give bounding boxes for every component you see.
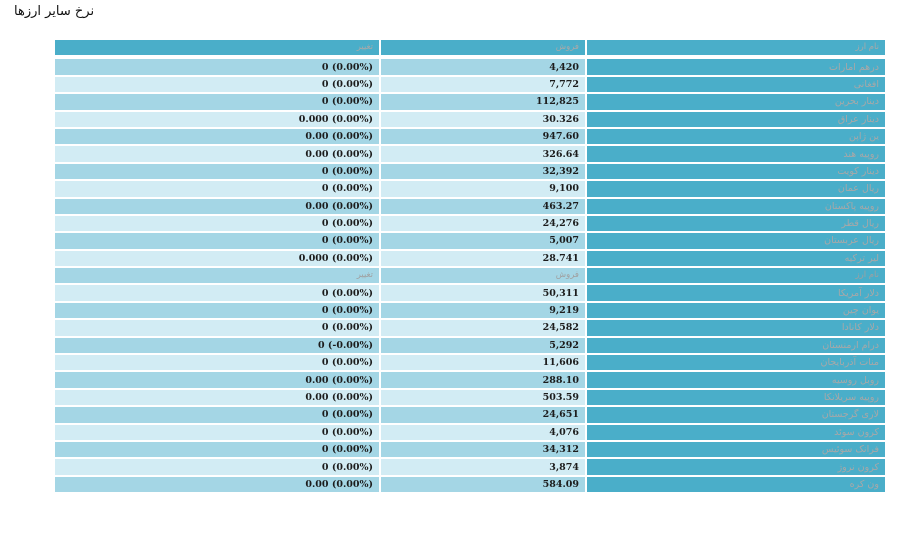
cell-sell: 32,392 [381, 164, 587, 181]
table-row [55, 216, 885, 233]
cell-currency-name: روبل روسیه [587, 372, 885, 389]
cell-currency-name: دلار کانادا [587, 320, 885, 337]
cell-sell: 34,312 [381, 442, 587, 459]
cell-sell: 9,100 [381, 181, 587, 198]
cell-sell: 11,606 [381, 355, 587, 372]
table-row [55, 442, 885, 459]
cell-change: 0 (-0.00%) [55, 338, 381, 355]
cell-change: 0.00 (0.00%) [55, 129, 381, 146]
cell-change: 0 (0.00%) [55, 77, 381, 94]
cell-change: 0.00 (0.00%) [55, 146, 381, 163]
table-header-row [55, 40, 885, 59]
cell-sell: 947.60 [381, 129, 587, 146]
cell-change: 0.00 (0.00%) [55, 477, 381, 494]
cell-sell: 4,076 [381, 425, 587, 442]
cell-sell: 326.64 [381, 146, 587, 163]
cell-sell: 5,292 [381, 338, 587, 355]
column-header-name: نام ارز [587, 40, 885, 59]
cell-change: 0.000 (0.00%) [55, 112, 381, 129]
cell-sell: 503.59 [381, 390, 587, 407]
cell-change: 0.00 (0.00%) [55, 390, 381, 407]
table-row [55, 112, 885, 129]
column-header-sell: فروش [381, 40, 587, 59]
table-row [55, 372, 885, 389]
cell-change: 0 (0.00%) [55, 425, 381, 442]
cell-sell: 584.09 [381, 477, 587, 494]
table-row [55, 477, 885, 494]
cell-change: 0 (0.00%) [55, 216, 381, 233]
cell-change: 0 (0.00%) [55, 407, 381, 424]
cell-change: 0 (0.00%) [55, 442, 381, 459]
table-row [55, 94, 885, 111]
column-header-sell: فروش [381, 268, 587, 285]
table-row [55, 425, 885, 442]
cell-change: 0 (0.00%) [55, 355, 381, 372]
cell-sell: 5,007 [381, 233, 587, 250]
cell-currency-name: روپیه سریلانکا [587, 390, 885, 407]
table-row [55, 164, 885, 181]
cell-currency-name: ریال عربستان [587, 233, 885, 250]
cell-currency-name: لیر ترکیه [587, 251, 885, 268]
cell-currency-name: لاری گرجستان [587, 407, 885, 424]
cell-currency-name: افغانی [587, 77, 885, 94]
cell-currency-name: دینار کویت [587, 164, 885, 181]
cell-currency-name: دلار آمریکا [587, 285, 885, 302]
cell-currency-name: ریال عمان [587, 181, 885, 198]
cell-change: 0 (0.00%) [55, 285, 381, 302]
table-row [55, 129, 885, 146]
page-title: نرخ سایر ارزها [14, 4, 95, 19]
column-header-name: نام ارز [587, 268, 885, 285]
table-row [55, 59, 885, 76]
cell-currency-name: ین ژاپن [587, 129, 885, 146]
cell-sell: 3,874 [381, 459, 587, 476]
cell-change: 0 (0.00%) [55, 459, 381, 476]
cell-change: 0 (0.00%) [55, 181, 381, 198]
cell-currency-name: یوان چین [587, 303, 885, 320]
cell-currency-name: ریال قطر [587, 216, 885, 233]
cell-change: 0.00 (0.00%) [55, 199, 381, 216]
cell-sell: 112,825 [381, 94, 587, 111]
table-row [55, 459, 885, 476]
cell-change: 0.00 (0.00%) [55, 372, 381, 389]
table-row [55, 77, 885, 94]
table-row [55, 338, 885, 355]
cell-currency-name: دینار بحرین [587, 94, 885, 111]
cell-change: 0 (0.00%) [55, 94, 381, 111]
cell-sell: 9,219 [381, 303, 587, 320]
cell-sell: 28.741 [381, 251, 587, 268]
cell-change: 0.000 (0.00%) [55, 251, 381, 268]
table-row [55, 285, 885, 302]
table-row [55, 199, 885, 216]
table-row [55, 303, 885, 320]
cell-currency-name: منات آذربایجان [587, 355, 885, 372]
table-row [55, 390, 885, 407]
cell-currency-name: درهم امارات [587, 59, 885, 76]
cell-currency-name: ون کره [587, 477, 885, 494]
cell-currency-name: روپیه پاکستان [587, 199, 885, 216]
table-subheader-row [55, 268, 885, 285]
cell-currency-name: کرون نروژ [587, 459, 885, 476]
cell-currency-name: دینار عراق [587, 112, 885, 129]
column-header-change: تغییر [55, 40, 381, 59]
table-row [55, 181, 885, 198]
cell-sell: 4,420 [381, 59, 587, 76]
cell-change: 0 (0.00%) [55, 303, 381, 320]
cell-sell: 24,276 [381, 216, 587, 233]
table-row [55, 233, 885, 250]
cell-change: 0 (0.00%) [55, 59, 381, 76]
table-row [55, 407, 885, 424]
cell-sell: 288.10 [381, 372, 587, 389]
cell-currency-name: روپیه هند [587, 146, 885, 163]
column-header-change: تغییر [55, 268, 381, 285]
currency-rates-table [55, 40, 885, 494]
cell-sell: 30.326 [381, 112, 587, 129]
cell-sell: 463.27 [381, 199, 587, 216]
cell-change: 0 (0.00%) [55, 320, 381, 337]
cell-currency-name: درام ارمنستان [587, 338, 885, 355]
cell-change: 0 (0.00%) [55, 233, 381, 250]
cell-currency-name: فرانک سوئیس [587, 442, 885, 459]
cell-sell: 50,311 [381, 285, 587, 302]
table-row [55, 251, 885, 268]
cell-sell: 24,582 [381, 320, 587, 337]
cell-currency-name: کرون سوئد [587, 425, 885, 442]
cell-sell: 24,651 [381, 407, 587, 424]
cell-sell: 7,772 [381, 77, 587, 94]
table-row [55, 355, 885, 372]
cell-change: 0 (0.00%) [55, 164, 381, 181]
table-row [55, 320, 885, 337]
table-row [55, 146, 885, 163]
